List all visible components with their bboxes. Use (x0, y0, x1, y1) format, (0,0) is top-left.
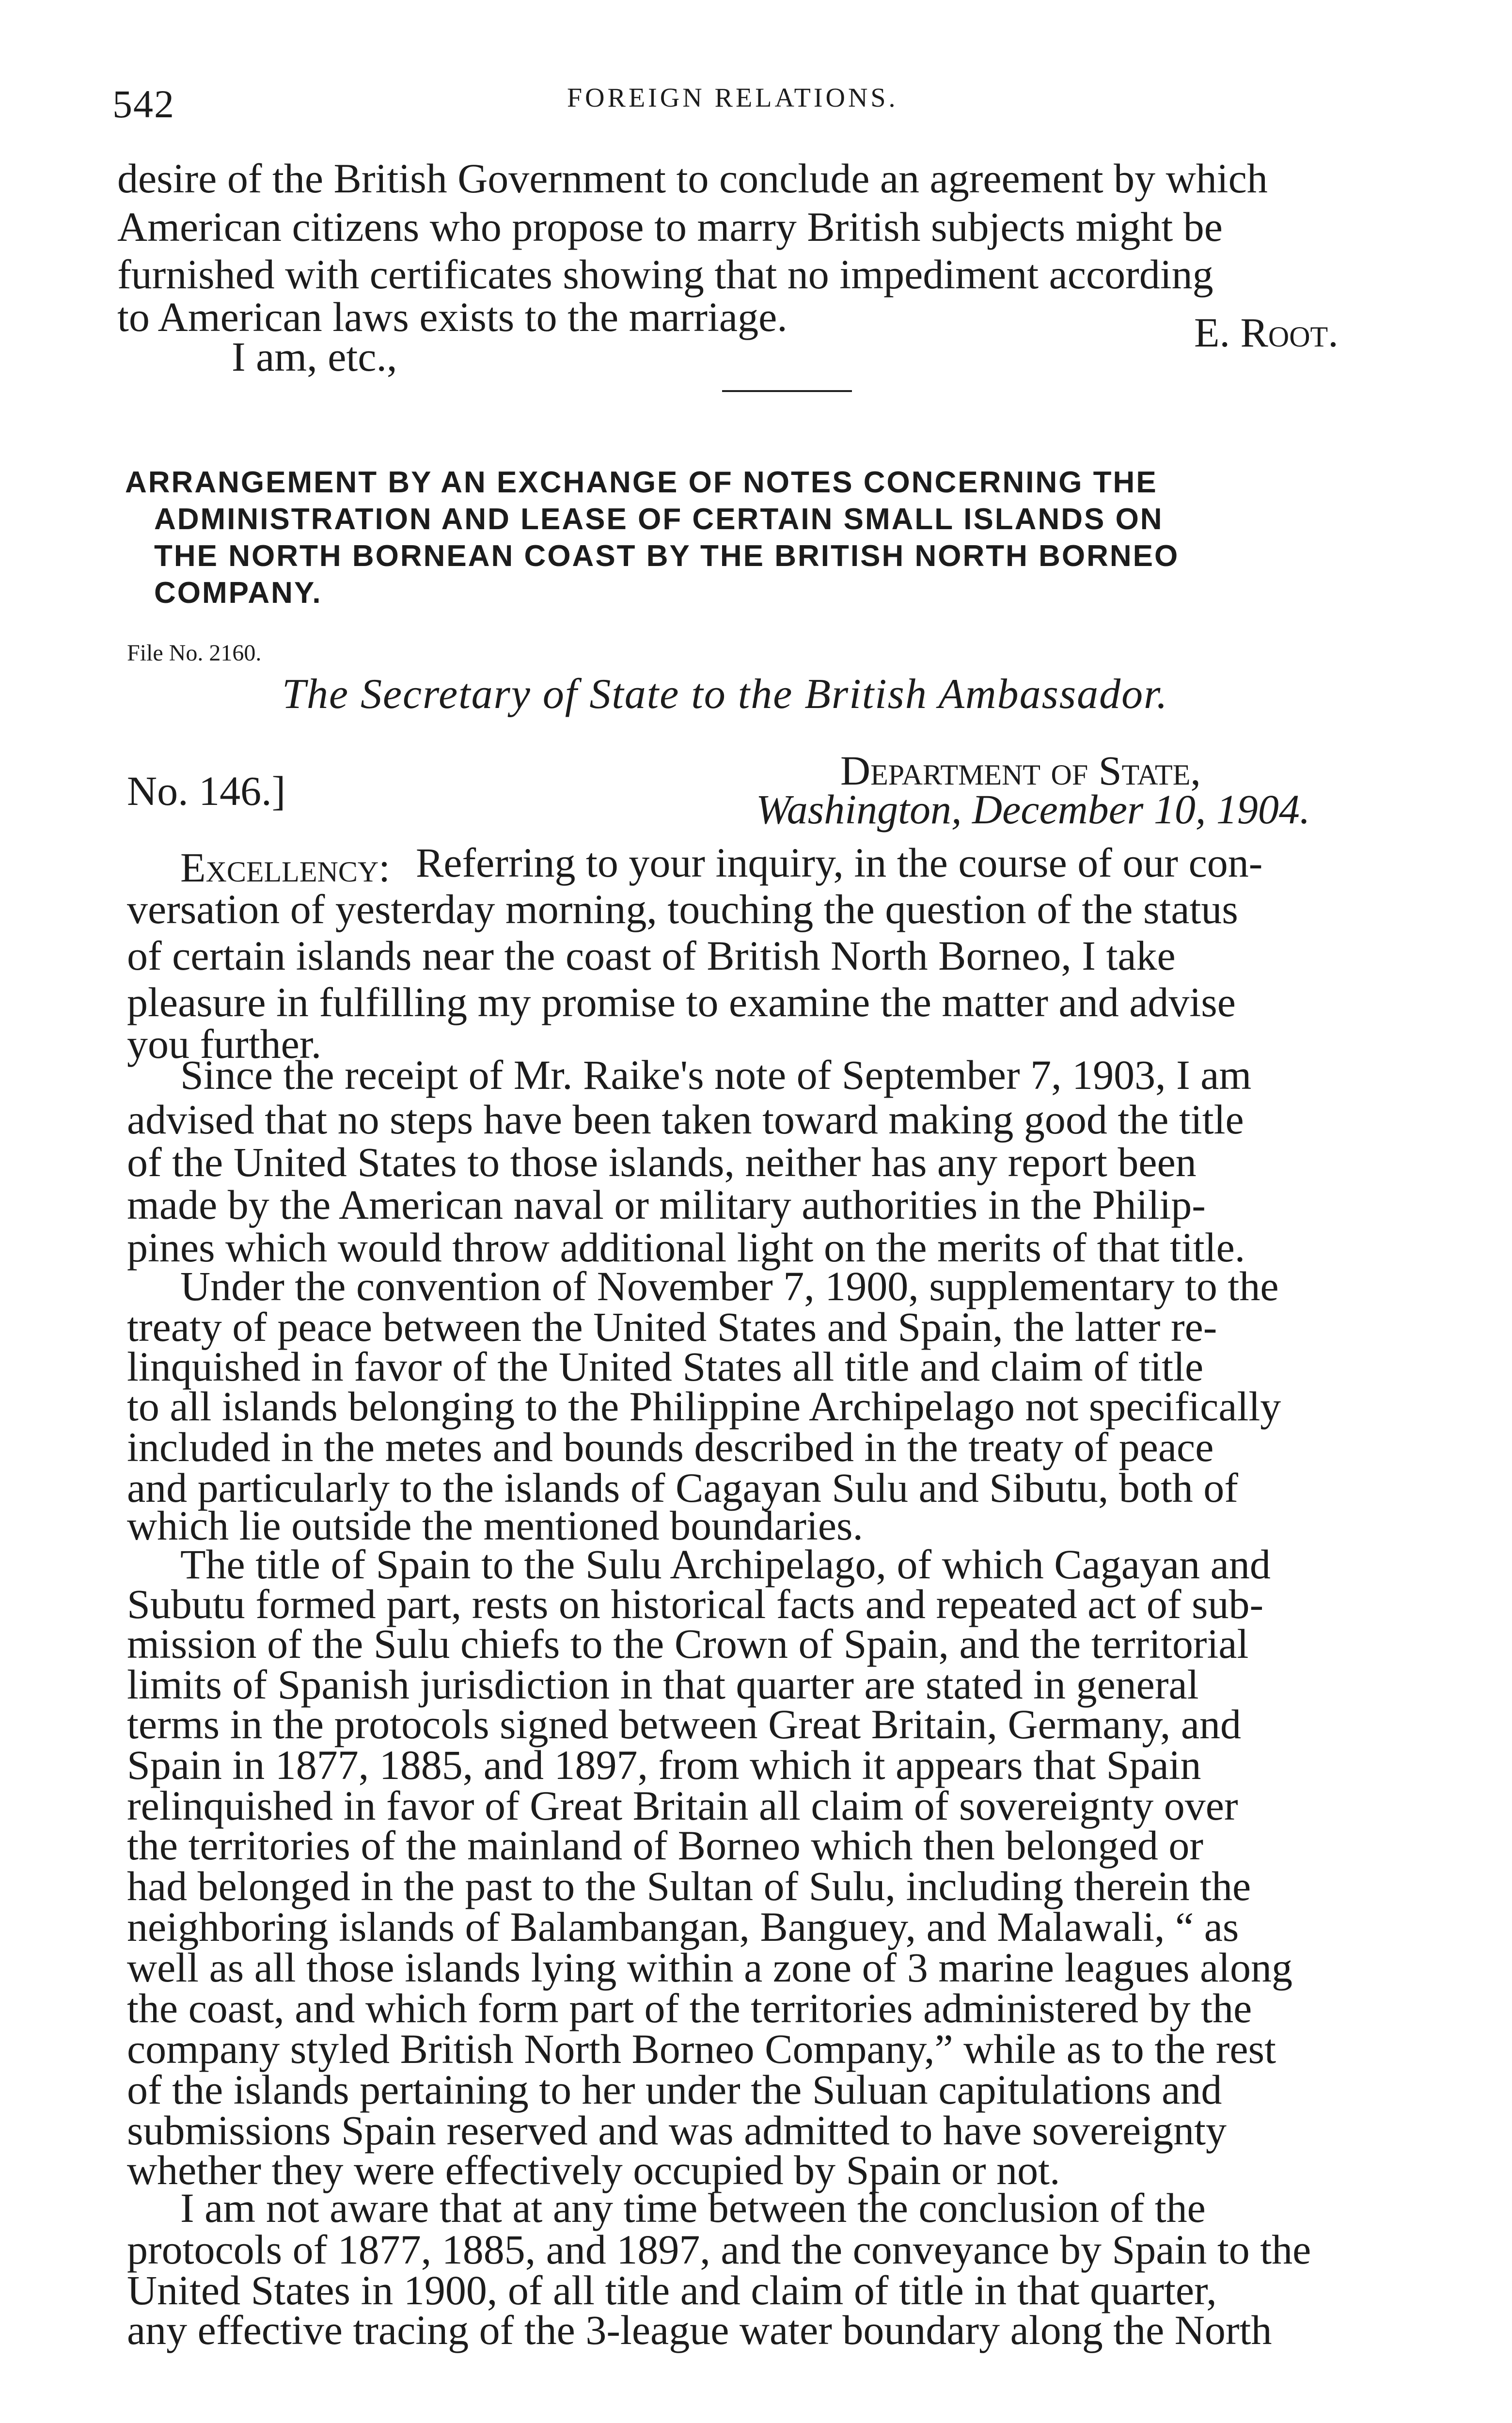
opening-line: American citizens who propose to marry British subjects might be (117, 204, 1223, 250)
opening-line: to American laws exists to the marriage. (117, 294, 788, 340)
body-line: treaty of peace between the United States and Spain, the latter re- (127, 1304, 1217, 1350)
document-caption: The Secretary of State to the British Ambassador. (282, 671, 1168, 718)
body-line: any effective tracing of the 3-league water boundary along the North (127, 2307, 1272, 2353)
body-line: the coast, and which form part of the territories administered by the (127, 1985, 1252, 2031)
body-line: I am not aware that at any time between the conclusion of the (180, 2185, 1206, 2231)
signature: E. Root. (1194, 309, 1339, 356)
article-heading-line: THE NORTH BORNEAN COAST BY THE BRITISH NORTH BORNEO (154, 539, 1180, 573)
body-line: pines which would throw additional light on the merits of that title. (127, 1224, 1245, 1271)
article-heading-line: COMPANY. (154, 576, 322, 610)
body-line: linquished in favor of the United States all title and claim of title (127, 1343, 1204, 1390)
salutation: Excellency: (180, 844, 391, 891)
body-line: Since the receipt of Mr. Raike's note of September 7, 1903, I am (180, 1052, 1252, 1098)
body-line: limits of Spanish jurisdiction in that quarter are stated in general (127, 1661, 1199, 1708)
body-line: made by the American naval or military authorities in the Philip- (127, 1181, 1206, 1228)
section-divider (722, 390, 852, 392)
body-line: included in the metes and bounds described in the treaty of peace (127, 1424, 1214, 1470)
body-line: relinquished in favor of Great Britain all claim of sovereignty over (127, 1782, 1238, 1829)
body-line: submissions Spain reserved and was admitted to have sovereignty (127, 2107, 1227, 2154)
running-title: FOREIGN RELATIONS. (567, 83, 898, 113)
body-line: Subutu formed part, rests on historical facts and repeated act of sub- (127, 1581, 1264, 1627)
body-line: United States in 1900, of all title and claim of title in that quarter, (127, 2267, 1217, 2313)
body-line: terms in the protocols signed between Great Britain, Germany, and (127, 1701, 1242, 1747)
body-line: Referring to your inquiry, in the course of our con- (416, 839, 1263, 886)
body-line: Under the convention of November 7, 1900, supplementary to the (180, 1263, 1279, 1309)
body-line: of certain islands near the coast of British North Borneo, I take (127, 932, 1176, 979)
body-line: of the islands pertaining to her under the Suluan capitulations and (127, 2066, 1222, 2113)
opening-line: furnished with certificates showing that no impediment according (117, 251, 1213, 298)
body-line: protocols of 1877, 1885, and 1897, and the conveyance by Spain to the (127, 2226, 1311, 2273)
body-line: The title of Spain to the Sulu Archipelago, of which Cagayan and (180, 1541, 1271, 1588)
page-number: 542 (112, 82, 175, 126)
body-line: which lie outside the mentioned boundaries. (127, 1502, 863, 1549)
body-line: advised that no steps have been taken toward making good the title (127, 1096, 1244, 1143)
body-line: well as all those islands lying within a zone of 3 marine leagues along (127, 1944, 1293, 1991)
body-line: neighboring islands of Balambangan, Banguey, and Malawali, “ as (127, 1904, 1239, 1950)
body-line: the territories of the mainland of Borneo which then belonged or (127, 1822, 1204, 1869)
body-line: mission of the Sulu chiefs to the Crown of Spain, and the territorial (127, 1621, 1249, 1667)
file-number: File No. 2160. (127, 640, 262, 666)
body-line: you further. (127, 1021, 322, 1067)
article-heading-line: ARRANGEMENT BY AN EXCHANGE OF NOTES CONCERNING THE (125, 466, 1158, 499)
article-heading-line: ADMINISTRATION AND LEASE OF CERTAIN SMALL ISLANDS ON (154, 503, 1164, 536)
body-line: whether they were effectively occupied by Spain or not. (127, 2147, 1060, 2193)
body-line: Spain in 1877, 1885, and 1897, from which it appears that Spain (127, 1742, 1201, 1788)
opening-line: desire of the British Government to conclude an agreement by which (117, 155, 1268, 202)
document-number: No. 146.] (127, 768, 286, 814)
body-line: versation of yesterday morning, touching the question of the status (127, 886, 1238, 932)
body-line: company styled British North Borneo Company,” while as to the rest (127, 2026, 1276, 2072)
closing-phrase: I am, etc., (232, 333, 397, 380)
body-line: of the United States to those islands, neither has any report been (127, 1139, 1197, 1185)
sender: Department of State, (840, 747, 1201, 794)
body-line: to all islands belonging to the Philippine Archipelago not specifically (127, 1383, 1281, 1430)
body-line: had belonged in the past to the Sultan of Sulu, including therein the (127, 1863, 1251, 1909)
body-line: pleasure in fulfilling my promise to examine the matter and advise (127, 979, 1236, 1025)
dateline: Washington, December 10, 1904. (756, 786, 1310, 833)
body-line: and particularly to the islands of Cagayan Sulu and Sibutu, both of (127, 1464, 1238, 1511)
